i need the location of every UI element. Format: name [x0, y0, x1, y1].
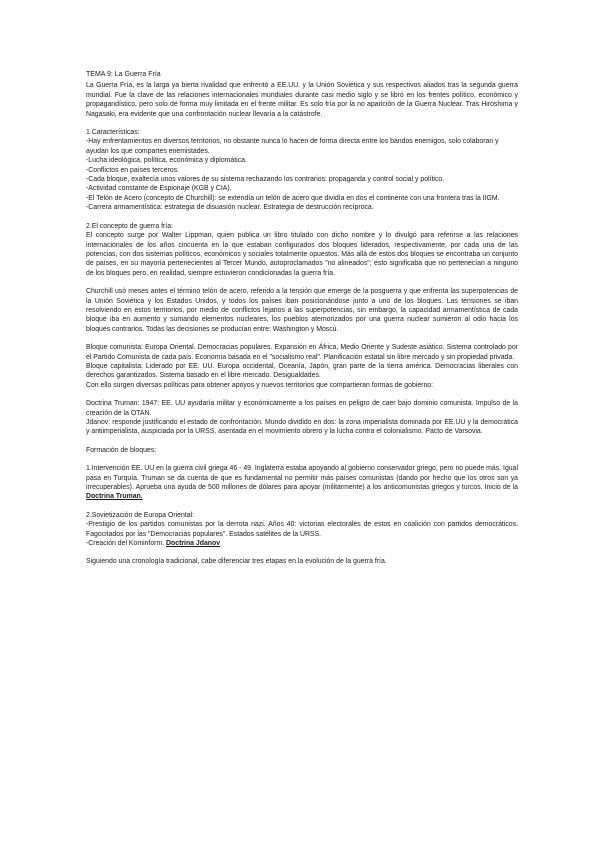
- characteristics-heading: 1.Características:: [86, 129, 140, 137]
- characteristic-item: -Lucha ideológica, política, económica y diplomática.: [86, 157, 247, 165]
- formation-item-2-heading: 2.Sovietización de Europa Oriental:: [86, 511, 195, 519]
- truman-doctrine-paragraph: Doctrina Truman: 1947: EE. UU ayudaría militar y económicamente a los países en peligro de caer bajo dominio comunista. Impulso de la creación de la OTAN.: [86, 400, 518, 417]
- characteristic-item: -Conflictos en países terceros.: [86, 166, 180, 174]
- formation-item-2b: [86, 539, 518, 548]
- concept-paragraph: El concepto surge por Walter Lippman, quien publica un libro titulado con dicho nombre y lo divulgó para referirse a las relaciones internacionales de los años cincuenta en la que estaban configurados dos bloques liderados, respectivamente, por cada una de las potencias, con dos sistemas políticos, económicos y sociales totalmente opuestos. Más allá de estos dos bloques se encontraba un conjunto de países, en su mayoría pertenecientes al Tercer Mundo, autoproclamados "no alineados"; esto significaba que no pertenecían a ninguno de los bloques pero, en realidad, siempre estuvieron condicionadas la guerra fría.: [86, 232, 518, 277]
- intro-paragraph: La Guerra Fría, es la larga ya bierta rivalidad que enfrentó a EE.UU. y la Unión Soviética y sus respectivos aliados tras la segunda guerra mundial. Fue la clave de las relaciones internacionales mundiales durante casi medio siglo y se libró en los frentes político, económico y propagandístico, pero solo de forma muy limitada en el frente militar. Es solo fría por la no aparición de la Guerra Nuclear. Tras Hiroshima y Nagasaki, era evidente que una confrontación nuclear llevaría a la catástrofe.: [86, 82, 518, 118]
- formation-item-2a: -Prestigio de los partidos comunistas por la derrota nazi. Años 40: victorias electorales de estos en coalición con partidos democráticos. Fagocitados por las "Democracias populares". Estados satélites de la URSS.: [86, 521, 518, 538]
- formation-item-2b-text: -Creación del Kominform.: [86, 540, 167, 548]
- characteristic-item: -Actividad constante de Espionaje (KGB y CIA).: [86, 185, 232, 193]
- formation-heading: Formación de bloques:: [86, 446, 157, 454]
- truman-doctrine-link[interactable]: Doctrina Truman.: [86, 493, 143, 501]
- document-title: TEMA 9: La Guerra Fría: [86, 71, 161, 78]
- characteristic-item: -El Telón de Acero (concepto de Churchill): se extendía un telón de acero que dividía en dos el continente con una frontera tras la IIGM.: [86, 194, 500, 202]
- characteristic-item: -Cada bloque, exaltecía unos valores de su sistema rechazando los contrarios: propaganda y control social y político.: [86, 176, 445, 184]
- closing-paragraph: Siguiendo una cronología tradicional, cabe diferenciar tres etapas en la evolución de la guerra fría.: [86, 558, 387, 566]
- blocs-conclusion: Con ello surgen diversas políticas para obtener apoyos y nuevos territorios que compartieran formas de gobierno:: [86, 381, 434, 389]
- churchill-paragraph: Churchill usó meses antes el término telón de acero, referido a la tensión que emerge de la posguerra y que enfrenta las superpotencias de la Unión Soviética y los Estados Unidos, y todos los países iban posicionándose junto a uno de los bloques. Las tensiones se iban resolviendo en estos territorios, por medio de conflictos lejanos a las superpotencias, sin embargo, la capacidad armamentística de cada bloque iba en aumento y sumando elementos nucleares, los pueblos atemorizados por una guerra nuclear sumieron al odio hacia los bloques contrarios. Todas las decisiones se producían entre: Washington y Moscú.: [86, 288, 518, 333]
- characteristic-item: -Carrera armamentística: estrategia de disuasión nuclear. Estrategia de destrucción recíproca.: [86, 204, 374, 212]
- concept-heading: 2.El concepto de guerra fría:: [86, 222, 173, 230]
- formation-item-1-text: 1.Intervención EE. UU en la guerra civil griega 46 - 49. Inglaterra estaba apoyando al gobierno conservador griego, pero no puede más. Igual pasa en Turquía. Truman se da cuenta de que es fundamental no permitir más países comunistas (dando por hecho que los otros son ya irrecuperables). Aprueba una ayuda de 500 millones de dólares para apoyar (militarmente) a los anticomunistas griegos y turcos. Inicio de la: [86, 465, 518, 492]
- zhdanov-doctrine-link[interactable]: Doctrina Jdanov: [166, 540, 221, 548]
- communist-bloc-paragraph: Bloque comunista: Europa Oriental. Democracias populares. Expansión en África, Medio Oriente y Sudeste asiático. Sistema controlado por el Partido Comunista de cada país. Economía basada en el "socialismo real". Planificación estatal sin libre mercado y sin propiedad privada.: [86, 344, 518, 361]
- capitalist-bloc-paragraph: Bloque capitalista: Liderado por EE. UU. Europa occidental, Oceanía, Japón, gran parte de la tierra américa. Democracias liberales con derechos garantizados. Sistema basado en el libre mercado. Desigualdades.: [86, 362, 518, 380]
- zhdanov-paragraph: Jdanov: responde justificando el estado de confrontación. Mundo dividido en dos: la zona imperialista dominada por EE.UU y la democrática y antiimperialista, auspiciada por la URSS, asentada en el movimiento obrero y la lucha contra el colonialismo. Pacto de Varsovia.: [86, 419, 518, 436]
- characteristic-item: -Hay enfrentamientos en diversos territorios, no obstante nunca lo hacen de forma directa entre los bandos enemigos, solo colaboran y ayudan los que compartes enemistades.: [86, 138, 499, 155]
- formation-item-1: [86, 464, 518, 502]
- document-body: [86, 70, 518, 567]
